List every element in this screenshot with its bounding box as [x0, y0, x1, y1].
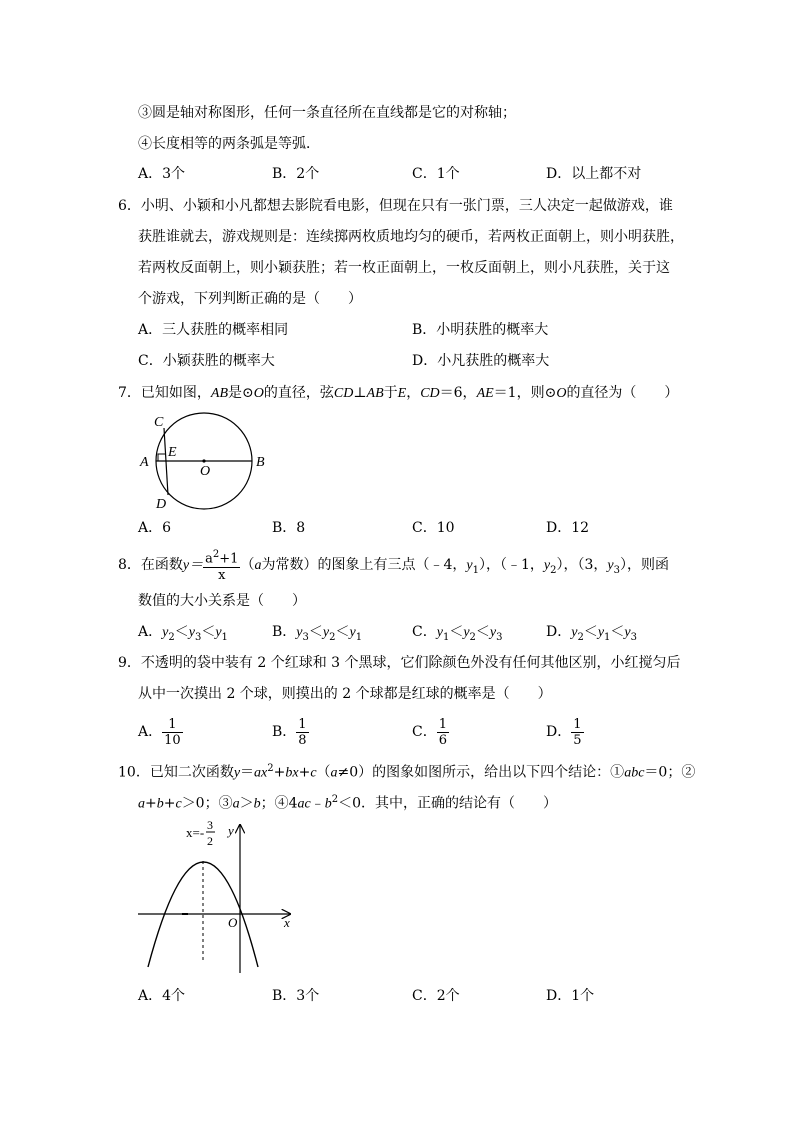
q8-op: ＜	[449, 624, 464, 640]
q10-option-c: C．2个	[412, 988, 460, 1004]
q10-var: y	[233, 765, 241, 781]
q8-var: y	[597, 625, 605, 640]
q10-var: c	[175, 796, 182, 812]
q8-var: y	[296, 625, 303, 640]
q7-option-c: C．10	[412, 520, 455, 536]
q10-text: ＝0；②	[644, 764, 696, 781]
q8-op: ＜	[201, 624, 216, 640]
q7-text: ＝1，则⊙	[493, 385, 557, 401]
q8-sub: 1	[355, 631, 363, 643]
q10-parabola-graph	[130, 815, 300, 975]
q8-sup: 2	[212, 549, 220, 561]
q10-var: ax	[254, 765, 268, 781]
q10-line-2	[138, 791, 557, 814]
q8-var: y	[607, 558, 614, 573]
q8-option-d	[546, 623, 637, 647]
q10-var: a	[138, 796, 145, 812]
q10-text: +	[163, 795, 176, 812]
x-axis-label: x	[284, 915, 290, 930]
q10-text: ＜0．其中，正确的结论有（ ）	[338, 795, 558, 812]
q9-option-b	[272, 714, 309, 750]
q9-num: 1	[438, 716, 447, 732]
q8-var: y	[624, 625, 631, 640]
q8-sub: 2	[168, 631, 175, 643]
q8-frac-num	[203, 547, 240, 567]
label-b: B	[256, 455, 265, 470]
q10-option-d: D．1个	[546, 988, 595, 1004]
q9-num: 1	[162, 717, 183, 733]
q10-text: ＞0；③	[181, 795, 233, 812]
q7-var: CD	[420, 386, 440, 401]
symmetry-label: x=-	[186, 825, 205, 840]
q8-text: ），则函	[620, 557, 669, 573]
q8-sub: 2	[577, 631, 584, 643]
q7-text: 的直径，弦	[263, 385, 334, 401]
q8-option-c	[412, 623, 503, 647]
symmetry-frac-num: 3	[207, 818, 213, 832]
q9-den: 8	[298, 732, 307, 748]
center-point	[202, 459, 205, 462]
q7-option-d: D．12	[546, 520, 590, 536]
q9-fraction	[571, 717, 583, 748]
q7-option-a: A．6	[138, 520, 172, 536]
q5-option-c: C．1个	[412, 166, 460, 182]
q7-var: AB	[210, 386, 229, 401]
q7-var: CD	[333, 386, 354, 401]
q8-op: ＜	[335, 624, 350, 640]
q10-var: a	[330, 765, 338, 781]
q9-opt-label: A．	[138, 724, 163, 740]
q9-num: 1	[298, 716, 307, 732]
q6-line-2: 获胜谁就去，游戏规则是：连续掷两枚质地均匀的硬币，若两枚正面朝上，则小明获胜，	[138, 229, 684, 245]
q10-sup: 2	[331, 794, 339, 805]
q10-var: b	[156, 796, 164, 812]
q8-var: y	[349, 625, 356, 640]
q8-sub: 1	[472, 564, 479, 576]
q9-opt-label: C．	[412, 724, 437, 740]
q10-text: ≠0）的图象如图所示，给出以下四个结论：①	[337, 764, 625, 781]
q9-den: 10	[164, 732, 181, 748]
q8-opt-label: A．	[138, 624, 163, 640]
q8-sub: 3	[194, 631, 202, 643]
q6-option-b: B．小明获胜的概率大	[412, 322, 549, 338]
q7-var: O	[556, 386, 567, 401]
q8-text: y＝	[182, 558, 204, 573]
q9-fraction	[437, 717, 449, 748]
q10-var: ac	[297, 796, 311, 812]
q7-var: AB	[366, 386, 384, 401]
q5-statement-3: ③圆是轴对称图形，任何一条直径所在直线都是它的对称轴；	[138, 105, 516, 121]
q10-option-b: B．3个	[272, 988, 320, 1004]
q10-text: ；④4	[260, 795, 298, 812]
q8-sub: 2	[550, 564, 557, 576]
q7-text: 7．已知如图，	[118, 385, 211, 401]
q8-var: y	[436, 625, 443, 640]
q8-fraction	[203, 547, 240, 582]
q5-statement-4: ④长度相等的两条弧是等弧．	[138, 136, 320, 152]
q9-den: 5	[573, 732, 582, 748]
q10-line-1	[118, 760, 695, 783]
q8-sub: 3	[302, 631, 309, 643]
q10-var: b	[324, 796, 332, 812]
q8-var: y	[489, 625, 497, 640]
q8-text: +1	[219, 551, 239, 567]
q8-op: ＜	[583, 624, 598, 640]
q8-op: ＜	[610, 624, 625, 640]
q10-text: +	[298, 764, 311, 781]
q8-text: ），（﹣1，	[478, 557, 544, 573]
q9-num: 1	[573, 716, 582, 732]
q8-text: （	[240, 557, 255, 573]
q10-var: a	[232, 796, 240, 812]
q10-option-a: A．4个	[138, 988, 186, 1004]
q10-var: b	[253, 796, 261, 812]
q7-var: E	[397, 386, 407, 401]
q8-var: y	[162, 625, 169, 640]
q10-sup: 2	[267, 763, 274, 774]
q8-var: y	[571, 625, 578, 640]
q6-option-c: C．小颖获胜的概率大	[138, 353, 275, 369]
q7-text: 于	[383, 385, 398, 401]
q6-line-3: 若两枚反面朝上，则小颖获胜；若一枚正面朝上，一枚反面朝上，则小凡获胜，关于这	[138, 260, 670, 276]
q8-sub: 3	[613, 564, 620, 576]
q8-sub: 3	[496, 631, 503, 643]
q8-opt-label: C．	[412, 624, 437, 640]
q8-var: a	[254, 558, 262, 573]
q8-sub: 1	[221, 631, 228, 643]
q9-opt-label: B．	[272, 724, 297, 740]
q8-frac-den: x	[218, 567, 226, 583]
q8-sub: 2	[329, 631, 336, 643]
q8-sub: 1	[604, 631, 611, 643]
symmetry-frac-den: 2	[207, 834, 213, 848]
q10-text: +	[145, 795, 157, 812]
q7-text: ＝6，	[439, 385, 477, 401]
q8-var: y	[188, 625, 195, 640]
q6-line-1: 6．小明、小颖和小凡都想去影院看电影，但现在只有一张门票，三人决定一起做游戏，谁	[118, 198, 673, 214]
q9-option-d	[546, 714, 584, 750]
q9-option-c	[412, 714, 449, 750]
q8-sub: 2	[469, 631, 476, 643]
y-axis-label: y	[228, 823, 234, 838]
q8-op: ＜	[308, 624, 323, 640]
q7-text: ⊥	[353, 385, 367, 401]
q10-text: ＞	[239, 795, 254, 812]
q5-option-a: A．3个	[138, 166, 186, 182]
label-d: D	[156, 497, 167, 512]
q9-line-2: 从中一次摸出 2 个球，则摸出的 2 个球都是红球的概率是（ ）	[138, 686, 552, 702]
q10-text: （	[316, 764, 331, 781]
q9-option-a	[138, 714, 183, 750]
q7-text: ，	[406, 385, 421, 401]
label-a: A	[140, 455, 149, 470]
q10-text: ﹣	[310, 795, 325, 812]
label-o: O	[200, 464, 211, 479]
q8-text: 8．在函数	[118, 557, 183, 573]
q8-option-a	[138, 623, 228, 647]
q7-circle-figure	[134, 408, 276, 514]
q10-text: +	[273, 764, 286, 781]
q8-option-b	[272, 623, 362, 647]
q10-var: bx	[285, 765, 299, 781]
q8-var: y	[543, 558, 551, 573]
q5-option-b: B．2个	[272, 166, 320, 182]
q8-var: y	[463, 625, 470, 640]
q9-fraction	[162, 717, 183, 748]
q9-fraction	[296, 717, 308, 748]
q8-op: ＜	[174, 624, 189, 640]
label-c: C	[154, 415, 164, 430]
q9-opt-label: D．	[546, 724, 572, 740]
q9-line-1: 9．不透明的袋中装有 2 个红球和 3 个黑球，它们除颜色外没有任何其他区别，小红搅匀后	[118, 655, 681, 671]
label-e: E	[168, 445, 177, 460]
q8-var: y	[466, 558, 473, 573]
q7-stem	[118, 384, 678, 403]
q10-text: 10．已知二次函数	[118, 764, 234, 781]
q8-text: ），（3，	[556, 557, 608, 573]
q8-text: a	[205, 551, 213, 567]
q6-line-4: 个游戏，下列判断正确的是（ ）	[138, 291, 362, 307]
q10-text: ＝	[240, 764, 255, 781]
q10-var: abc	[624, 765, 645, 781]
q8-text: 为常数）的图象上有三点（﹣4，	[261, 557, 467, 573]
origin-label: O	[228, 915, 238, 930]
q8-stem	[118, 547, 669, 589]
q8-var: y	[215, 625, 222, 640]
right-angle-mark	[158, 454, 165, 461]
q7-var: O	[253, 386, 264, 401]
q8-var: y	[322, 625, 330, 640]
q8-sub: 3	[630, 631, 638, 643]
q8-op: ＜	[475, 624, 490, 640]
q7-text: 是⊙	[228, 385, 254, 401]
q6-option-a: A．三人获胜的概率相同	[138, 322, 289, 338]
q8-line-2: 数值的大小关系是（ ）	[138, 593, 306, 609]
q9-den: 6	[438, 732, 447, 748]
q10-var: c	[310, 765, 317, 781]
q8-sub: 1	[442, 631, 450, 643]
q5-option-d: D．以上都不对	[546, 166, 642, 182]
q7-text: 的直径为（ ）	[566, 385, 679, 401]
q7-var: AE	[476, 386, 494, 401]
q7-option-b: B．8	[272, 520, 306, 536]
q8-opt-label: B．	[272, 624, 297, 640]
q8-opt-label: D．	[546, 624, 572, 640]
q6-option-d: D．小凡获胜的概率大	[412, 353, 550, 369]
